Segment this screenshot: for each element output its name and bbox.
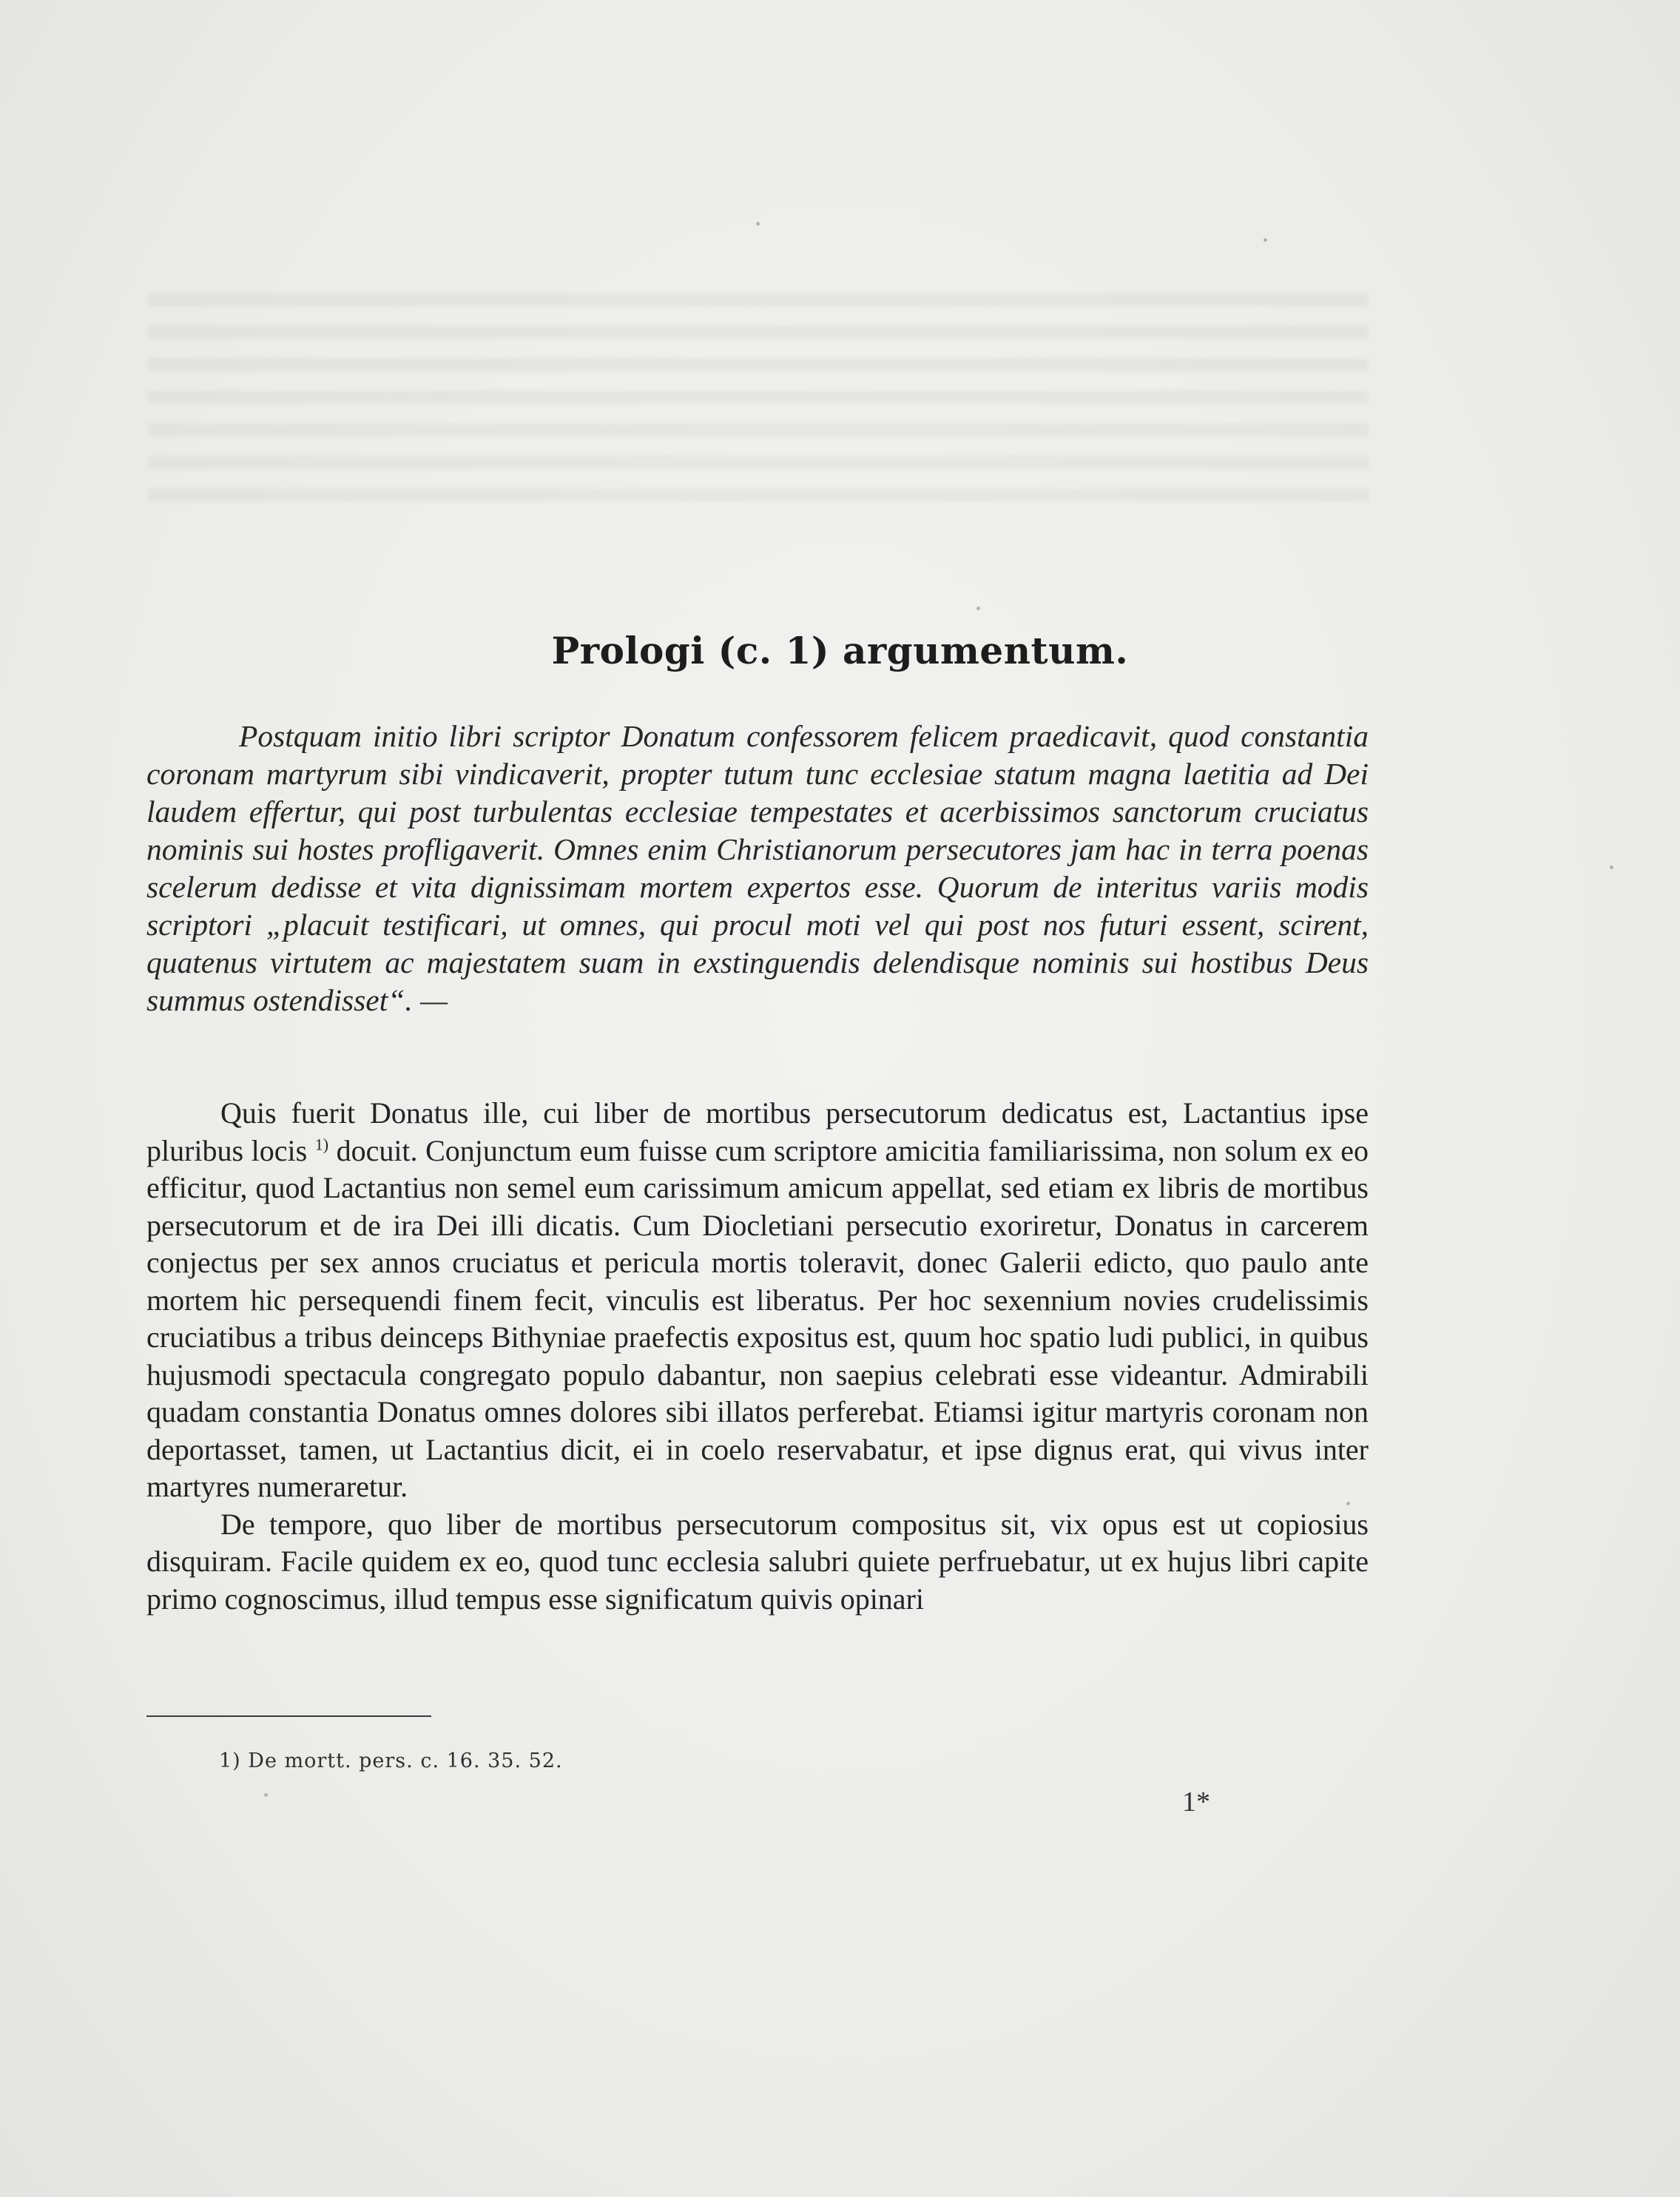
paper-speck — [976, 607, 980, 610]
paper-speck — [1610, 865, 1613, 869]
paper-speck — [264, 1793, 268, 1797]
footnote-reference: 1) — [314, 1135, 329, 1154]
body-paragraph-text: docuit. Conjunctum eum fuisse cum scriptore amicitia familiarissima, non solum ex eo efficitur, quod Lactantius non semel eum carissimum amicum appellat, sed etiam ex libris de mortibus persecutorum et de ira Dei illi dicatis. Cum Diocletiani persecutio exoriretur, Donatus in carcerem conjectus per sex annos cruciatus et pericula mortis toleravit, donec Galerii edicto, quo paulo ante mortem hic persequendi finem fecit, vinculis est liberatus. Per hoc sexennium novies crudelissimis cruciatibus a tribus deinceps Bithyniae praefectis expositus est, quum hoc spatio ludi publici, in quibus hujusmodi spectacula congregato populo dabantur, non saepius celebrati esse videantur. Admirabili quadam constantia Donatus omnes dolores sibi illatos perferebat. Etiamsi igitur martyris coronam non deportasset, tamen, ut Lactantius dicit, ei in coelo reservabatur, et ipse dignus erat, qui vivus inter martyres numeraretur. — [146, 1133, 1369, 1503]
printer-signature: 1* — [1182, 1786, 1210, 1818]
paper-speck — [756, 222, 760, 226]
body-text — [146, 1095, 1369, 1618]
footnote: 1) De mortt. pers. c. 16. 35. 52. — [219, 1749, 563, 1772]
paper-speck — [1264, 238, 1267, 242]
bleed-through-shadow — [148, 274, 1369, 518]
page-title: Prologi (c. 1) argumentum. — [551, 629, 1129, 672]
body-paragraph-text: Quis fuerit Donatus ille, cui liber de mortibus persecutorum dedicatus est, Lactantius ipse pluribus locis — [146, 1096, 1369, 1167]
body-paragraph — [146, 1095, 1369, 1506]
body-paragraph: De tempore, quo liber de mortibus persecutorum compositus sit, vix opus est ut copiosius disquiram. Facile quidem ex eo, quod tunc ecclesia salubri quiete perfruebatur, ut ex hujus libri capite primo cognoscimus, illud tempus esse significatum quivis opinari — [146, 1507, 1369, 1616]
chapter-summary: Postquam initio libri scriptor Donatum confessorem felicem praedicavit, quod constantia coronam martyrum sibi vindicaverit, propter tutum tunc ecclesiae statum magna laetitia ad Dei laudem effertur, qui post turbulentas ecclesiae tempestates et acerbissimos sanctorum cruciatus nominis sui hostes profligaverit. Omnes enim Christianorum persecutores jam hac in terra poenas scelerum dedisse et vita dignissimam mortem expertos esse. Quorum de interitus variis modis scriptori „placuit testificari, ut omnes, qui procul moti vel qui post nos futuri essent, scirent, quatenus virtutem ac majestatem suam in exstinguendis delendisque nominis sui hostibus Deus summus ostendisset“. — — [146, 719, 1369, 1017]
footnote-divider — [146, 1715, 431, 1717]
